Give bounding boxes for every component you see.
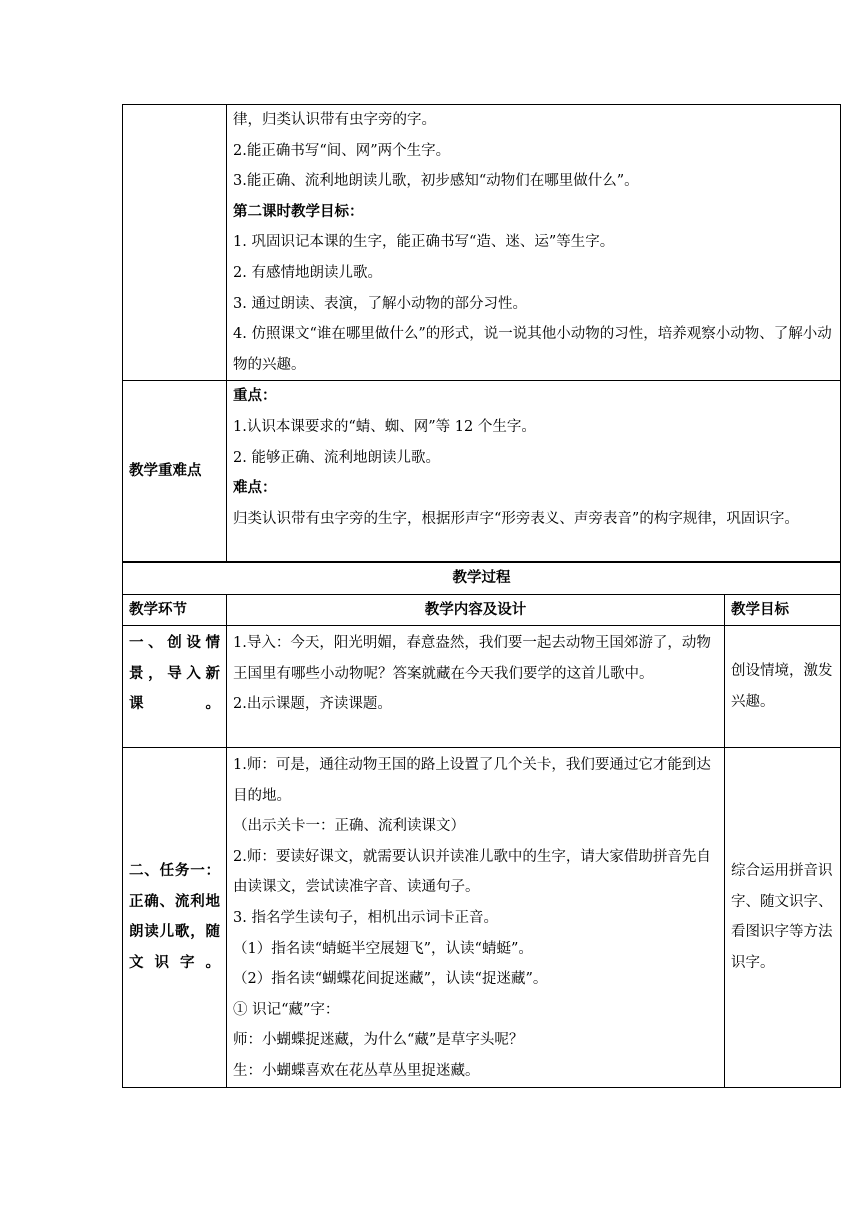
content-line: 生：小蝴蝶喜欢在花丛草丛里捉迷藏。	[233, 1062, 480, 1079]
key-points-content-cell	[227, 381, 841, 562]
objective-line: 2.能正确书写“间、网”两个生字。	[233, 142, 451, 159]
content-line: 1.导入：今天，阳光明媚，春意盎然，我们要一起去动物王国郊游了，动物王国里有哪些小动物呢？答案就藏在今天我们要学的这首儿歌中。	[233, 635, 711, 682]
objective-line: 4. 仿照课文“谁在哪里做什么”的形式，说一说其他小动物的习性，培养观察小动物、了解小动物的兴趣。	[233, 326, 832, 373]
header-stage: 教学环节	[123, 595, 227, 626]
stage-label: 二、任务一：正确、流利地朗读儿歌，随文识字。	[123, 748, 227, 1088]
objective-line: 律，归类认识带有虫字旁的字。	[233, 112, 436, 128]
content-line: ① 识记“藏”字：	[233, 1001, 340, 1018]
content-line: 1.师：可是，通往动物王国的路上设置了几个关卡，我们要通过它才能到达目的地。	[233, 757, 711, 804]
objective-line: 3. 通过朗读、表演，了解小动物的部分习性。	[233, 295, 527, 312]
difficulty-heading: 难点：	[233, 479, 277, 497]
focus-line: 2. 能够正确、流利地朗读儿歌。	[233, 449, 440, 466]
stage-content	[227, 626, 725, 748]
process-title: 教学过程	[123, 563, 841, 595]
second-lesson-heading: 第二课时教学目标：	[233, 202, 364, 220]
objective-line: 3.能正确、流利地朗读儿歌，初步感知“动物们在哪里做什么”。	[233, 173, 639, 190]
process-title-row	[123, 563, 841, 595]
objectives-content-cell	[227, 105, 841, 381]
content-line: 2.出示课题，齐读课题。	[233, 696, 392, 713]
content-line: （出示关卡一：正确、流利读课文）	[233, 818, 465, 835]
stage-goal: 综合运用拼音识字、随文识字、看图识字等方法识字。	[725, 748, 841, 1088]
objectives-row	[123, 105, 841, 381]
content-line: 3. 指名学生读句子，相机出示词卡正音。	[233, 909, 498, 926]
stage-goal: 创设情境，激发兴趣。	[725, 626, 841, 748]
objectives-table	[122, 104, 841, 562]
content-line: （1）指名读“蜻蜓半空展翅飞”，认读“蜻蜓”。	[233, 940, 533, 957]
objectives-label-cell	[123, 105, 227, 381]
key-points-row	[123, 381, 841, 562]
stage-label: 一、创设情景，导入新课。	[123, 626, 227, 748]
objective-line: 2. 有感情地朗读儿歌。	[233, 264, 382, 281]
focus-line: 1.认识本课要求的“蜻、蜘、网”等 12 个生字。	[233, 418, 536, 435]
content-line: 2.师：要读好课文，就需要认识并读准儿歌中的生字，请大家借助拼音先自由读课文，尝试读准字音、读通句子。	[233, 848, 711, 896]
difficulty-line: 归类认识带有虫字旁的生字，根据形声字“形旁表义、声旁表音”的构字规律，巩固识字。	[233, 510, 799, 527]
content-line: （2）指名读“蝴蝶花间捉迷藏”，认读“捉迷藏”。	[233, 971, 548, 988]
stage-row-1	[123, 626, 841, 748]
process-header-row	[123, 595, 841, 626]
objective-line: 1. 巩固识记本课的生字，能正确书写“造、迷、运”等生字。	[233, 234, 615, 251]
header-content: 教学内容及设计	[227, 595, 725, 626]
focus-heading: 重点：	[233, 387, 277, 405]
header-goal: 教学目标	[725, 595, 841, 626]
stage-row-2	[123, 748, 841, 1088]
content-line: 师：小蝴蝶捉迷藏，为什么“藏”是草字头呢？	[233, 1032, 524, 1049]
key-points-label: 教学重难点	[123, 381, 227, 562]
stage-content	[227, 748, 725, 1088]
process-table	[122, 562, 841, 1088]
